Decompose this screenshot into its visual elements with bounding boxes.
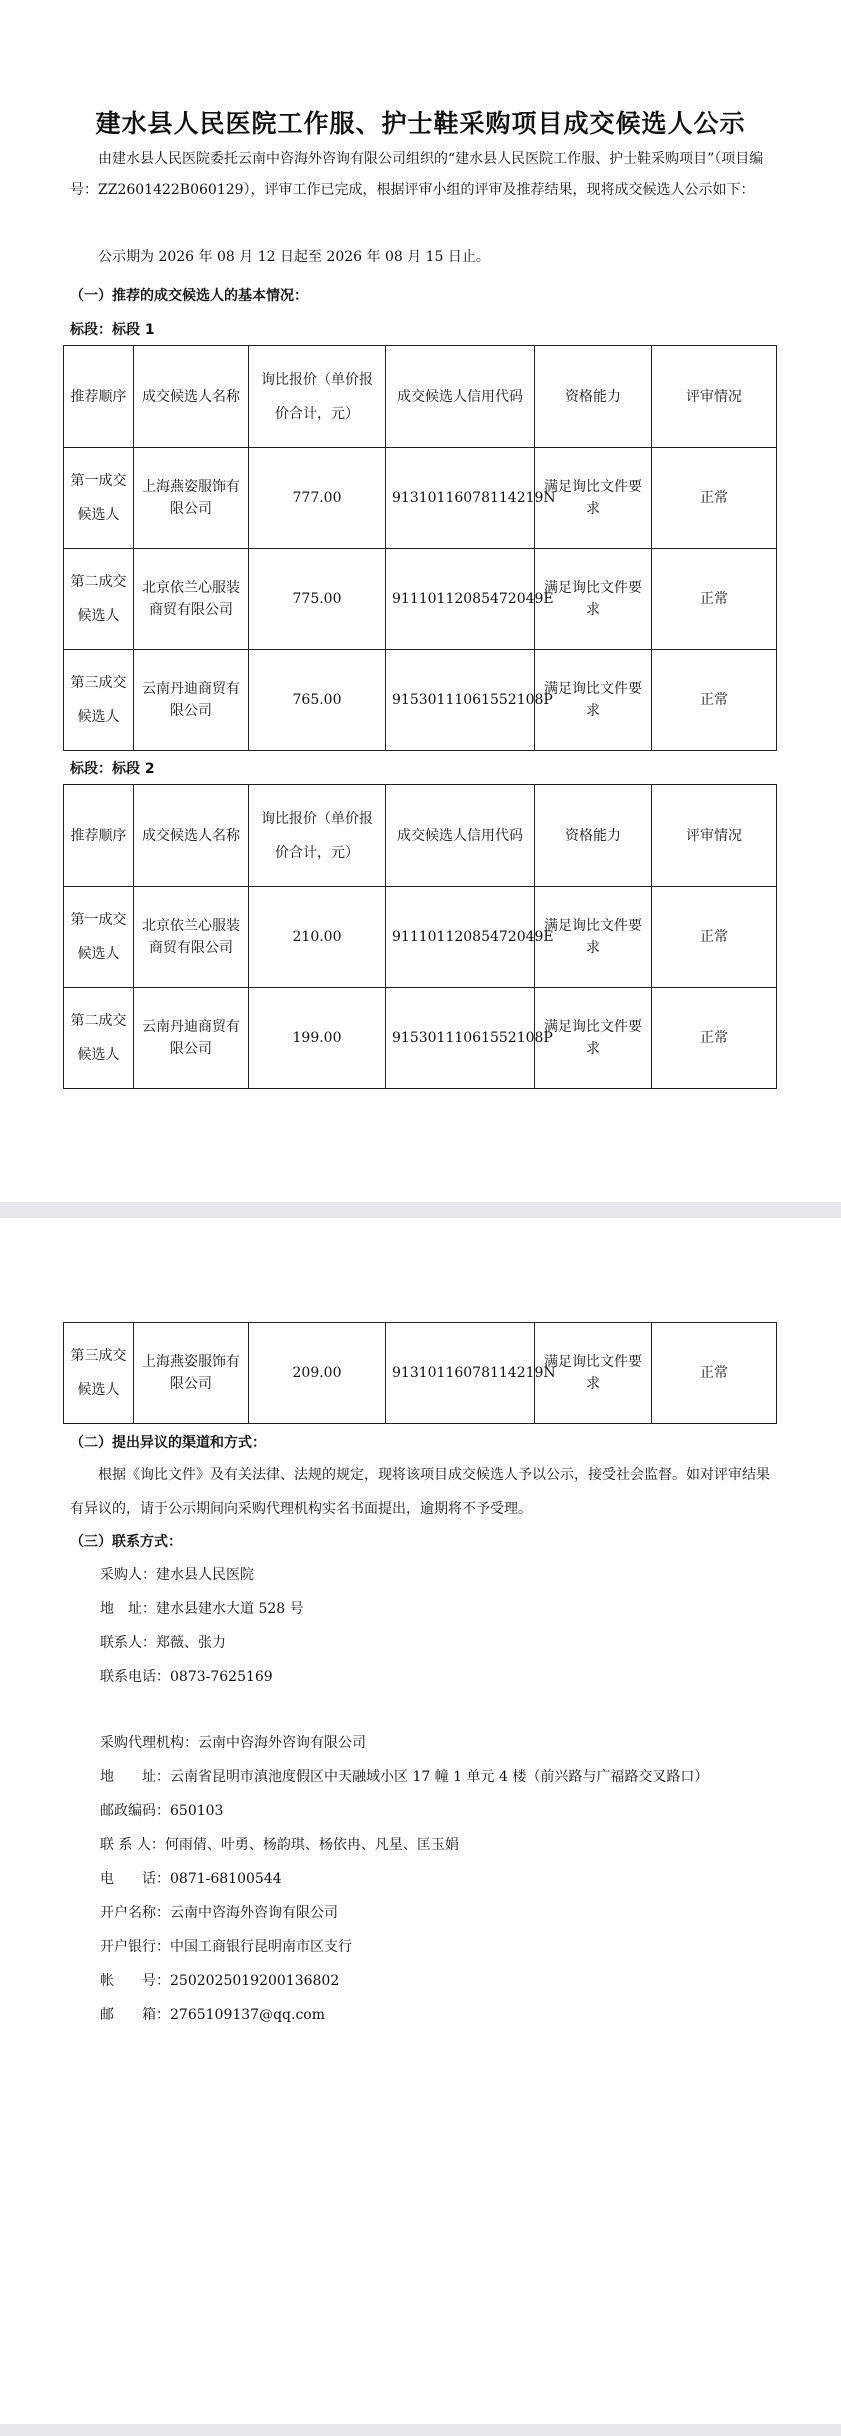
cell-price: 199.00 bbox=[249, 988, 386, 1089]
table-row bbox=[64, 988, 777, 1089]
cell-name: 上海燕姿服饰有限公司 bbox=[134, 448, 249, 549]
cell-status: 正常 bbox=[652, 549, 777, 650]
purchaser-address: 地 址：建水县建水大道 528 号 bbox=[100, 1601, 304, 1617]
lot-1-label: 标段：标段 1 bbox=[70, 322, 155, 338]
agency-name: 采购代理机构：云南中咨海外咨询有限公司 bbox=[100, 1735, 366, 1751]
cell-rank: 第二成交候选人 bbox=[64, 549, 134, 650]
notice-period: 公示期为 2026 年 08 月 12 日起至 2026 年 08 月 15 日止。 bbox=[98, 249, 490, 265]
cell-status: 正常 bbox=[652, 988, 777, 1089]
cell-name: 北京依兰心服装商贸有限公司 bbox=[134, 549, 249, 650]
header-ability: 资格能力 bbox=[535, 346, 652, 448]
agency-contact: 联 系 人：何雨倩、叶勇、杨韵琪、杨依冉、凡星、匡玉娟 bbox=[100, 1837, 459, 1853]
cell-price: 210.00 bbox=[249, 887, 386, 988]
cell-ability: 满足询比文件要求 bbox=[535, 650, 652, 751]
agency-email: 邮 箱：2765109137@qq.com bbox=[100, 2007, 325, 2023]
header-status: 评审情况 bbox=[652, 346, 777, 448]
cell-code: 91110112085472049E bbox=[386, 549, 535, 650]
table-row bbox=[64, 549, 777, 650]
page-separator bbox=[0, 1202, 841, 1218]
cell-status: 正常 bbox=[652, 1323, 777, 1424]
cell-status: 正常 bbox=[652, 650, 777, 751]
table-header-row bbox=[64, 785, 777, 887]
section-3-heading: （三）联系方式： bbox=[70, 1534, 182, 1550]
header-status: 评审情况 bbox=[652, 785, 777, 887]
cell-ability: 满足询比文件要求 bbox=[535, 988, 652, 1089]
lot-2-label: 标段：标段 2 bbox=[70, 761, 155, 777]
cell-name: 北京依兰心服装商贸有限公司 bbox=[134, 887, 249, 988]
agency-postcode: 邮政编码：650103 bbox=[100, 1803, 224, 1819]
cell-code: 91530111061552108P bbox=[386, 650, 535, 751]
cell-price: 777.00 bbox=[249, 448, 386, 549]
page-title: 建水县人民医院工作服、护士鞋采购项目成交候选人公示 bbox=[95, 109, 746, 138]
agency-account-name: 开户名称：云南中咨海外咨询有限公司 bbox=[100, 1905, 338, 1921]
cell-name: 上海燕姿服饰有限公司 bbox=[134, 1323, 249, 1424]
cell-code: 91110112085472049E bbox=[386, 887, 535, 988]
cell-code: 91530111061552108P bbox=[386, 988, 535, 1089]
lot-2-table bbox=[63, 784, 777, 1089]
header-name: 成交候选人名称 bbox=[134, 346, 249, 448]
cell-rank: 第三成交候选人 bbox=[64, 1323, 134, 1424]
cell-rank: 第三成交候选人 bbox=[64, 650, 134, 751]
cell-ability: 满足询比文件要求 bbox=[535, 448, 652, 549]
header-rank: 推荐顺序 bbox=[64, 785, 134, 887]
cell-code: 91310116078114219N bbox=[386, 448, 535, 549]
agency-bank: 开户银行：中国工商银行昆明南市区支行 bbox=[100, 1939, 352, 1955]
cell-price: 775.00 bbox=[249, 549, 386, 650]
agency-address: 地 址：云南省昆明市滇池度假区中天融域小区 17 幢 1 单元 4 楼（前兴路与广福路交叉路口） bbox=[100, 1769, 709, 1785]
cell-code: 91310116078114219N bbox=[386, 1323, 535, 1424]
intro-paragraph: 由建水县人民医院委托云南中咨海外咨询有限公司组织的“建水县人民医院工作服、护士鞋采购项目”（项目编号：ZZ2601422B060129），评审工作已完成，根据评审小组的评审及推荐结果，现将成交候选人公示如下： bbox=[70, 151, 764, 198]
header-rank: 推荐顺序 bbox=[64, 346, 134, 448]
lot-2-table-continued bbox=[63, 1322, 777, 1424]
section-1-heading: （一）推荐的成交候选人的基本情况： bbox=[70, 288, 308, 304]
agency-account-number: 帐 号：2502025019200136802 bbox=[100, 1973, 340, 1989]
cell-status: 正常 bbox=[652, 448, 777, 549]
section-2-heading: （二）提出异议的渠道和方式： bbox=[70, 1435, 266, 1451]
cell-name: 云南丹迪商贸有限公司 bbox=[134, 650, 249, 751]
header-name: 成交候选人名称 bbox=[134, 785, 249, 887]
table-header-row bbox=[64, 346, 777, 448]
page-separator bbox=[0, 2424, 841, 2436]
purchaser-contact: 联系人：郑薇、张力 bbox=[100, 1635, 226, 1651]
purchaser-name: 采购人：建水县人民医院 bbox=[100, 1567, 254, 1583]
header-price: 询比报价（单价报价合计，元） bbox=[249, 785, 386, 887]
cell-name: 云南丹迪商贸有限公司 bbox=[134, 988, 249, 1089]
cell-status: 正常 bbox=[652, 887, 777, 988]
document-page-2 bbox=[0, 1218, 841, 2424]
lot-1-table bbox=[63, 345, 777, 751]
cell-ability: 满足询比文件要求 bbox=[535, 1323, 652, 1424]
cell-price: 765.00 bbox=[249, 650, 386, 751]
cell-price: 209.00 bbox=[249, 1323, 386, 1424]
objection-paragraph: 根据《询比文件》及有关法律、法规的规定，现将该项目成交候选人予以公示，接受社会监督。如对评审结果有异议的，请于公示期间向采购代理机构实名书面提出，逾期将不予受理。 bbox=[70, 1467, 770, 1517]
header-code: 成交候选人信用代码 bbox=[386, 346, 535, 448]
document-page-1 bbox=[0, 0, 841, 1202]
table-row bbox=[64, 887, 777, 988]
purchaser-phone: 联系电话：0873-7625169 bbox=[100, 1669, 273, 1685]
cell-ability: 满足询比文件要求 bbox=[535, 549, 652, 650]
header-code: 成交候选人信用代码 bbox=[386, 785, 535, 887]
cell-rank: 第一成交候选人 bbox=[64, 887, 134, 988]
table-row bbox=[64, 448, 777, 549]
header-price: 询比报价（单价报价合计，元） bbox=[249, 346, 386, 448]
cell-rank: 第二成交候选人 bbox=[64, 988, 134, 1089]
table-row bbox=[64, 1323, 777, 1424]
header-ability: 资格能力 bbox=[535, 785, 652, 887]
cell-rank: 第一成交候选人 bbox=[64, 448, 134, 549]
cell-ability: 满足询比文件要求 bbox=[535, 887, 652, 988]
agency-phone: 电 话：0871-68100544 bbox=[100, 1871, 282, 1887]
table-row bbox=[64, 650, 777, 751]
